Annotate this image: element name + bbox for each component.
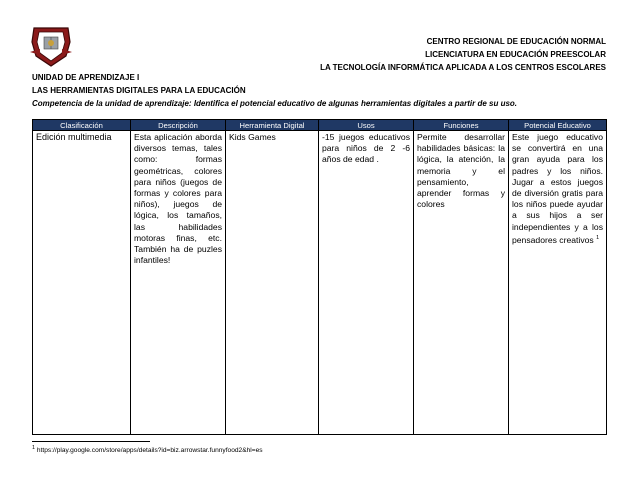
footnote-divider xyxy=(32,441,150,442)
cell-herramienta: Kids Games xyxy=(226,131,319,435)
school-crest-logo xyxy=(30,22,72,68)
cell-usos: -15 juegos educativos para niños de 2 -6 años de edad . xyxy=(319,131,414,435)
tools-table xyxy=(32,119,607,435)
potencial-text: Este juego educativo se convertirá en una gran ayuda para los padres y los niños. Jugar a estos juegos de diversión gratis para los niños puede ayudar a sus hijos a ser independientes y a los pensadores creativos xyxy=(512,132,603,245)
header-clasificacion: Clasificación xyxy=(33,120,131,131)
unit-block xyxy=(32,71,517,110)
cell-clasificacion: Edición multimedia xyxy=(33,131,131,435)
unit-title: UNIDAD DE APRENDIZAJE I xyxy=(32,73,140,82)
footnote-number: 1 xyxy=(32,445,36,451)
header-potencial: Potencial Educativo xyxy=(509,120,607,131)
header-herramienta: Herramienta Digital xyxy=(226,120,319,131)
cell-descripcion: Esta aplicación aborda diversos temas, tales como: formas geométricas, colores para niños (juegos de formas y colores para niños), juegos de lógica, los tamaños, las habilidades motoras finas, etc. También ha de puzles infantiles! xyxy=(131,131,226,435)
header-funciones: Funciones xyxy=(414,120,509,131)
header-descripcion: Descripción xyxy=(131,120,226,131)
header-line-institution: CENTRO REGIONAL DE EDUCACIÓN NORMAL xyxy=(426,37,606,46)
footnote-reference[interactable]: 1 xyxy=(596,234,600,241)
header-line-degree: LICENCIATURA EN EDUCACIÓN PREESCOLAR xyxy=(425,50,606,59)
institution-header xyxy=(320,35,606,74)
cell-funciones: Permite desarrollar habilidades básicas: la lógica, la atención, la memoria y el pensamiento, aprender formas y colores xyxy=(414,131,509,435)
cell-potencial xyxy=(509,131,607,435)
unit-subtitle: LAS HERRAMIENTAS DIGITALES PARA LA EDUCACIÓN xyxy=(32,86,246,95)
unit-competence: Competencia de la unidad de aprendizaje: Identifica el potencial educativo de algunas herramientas digitales a partir de su uso. xyxy=(32,99,518,108)
footnote-link[interactable]: https://play.google.com/store/apps/details?id=biz.arrowstar.funnyfood2&hl=es xyxy=(36,447,263,455)
header-line-course: LA TECNOLOGÍA INFORMÁTICA APLICADA A LOS CENTROS ESCOLARES xyxy=(320,63,606,72)
footnote xyxy=(32,445,263,454)
header-usos: Usos xyxy=(319,120,414,131)
table-row xyxy=(33,131,607,435)
table-header-row xyxy=(33,120,607,131)
